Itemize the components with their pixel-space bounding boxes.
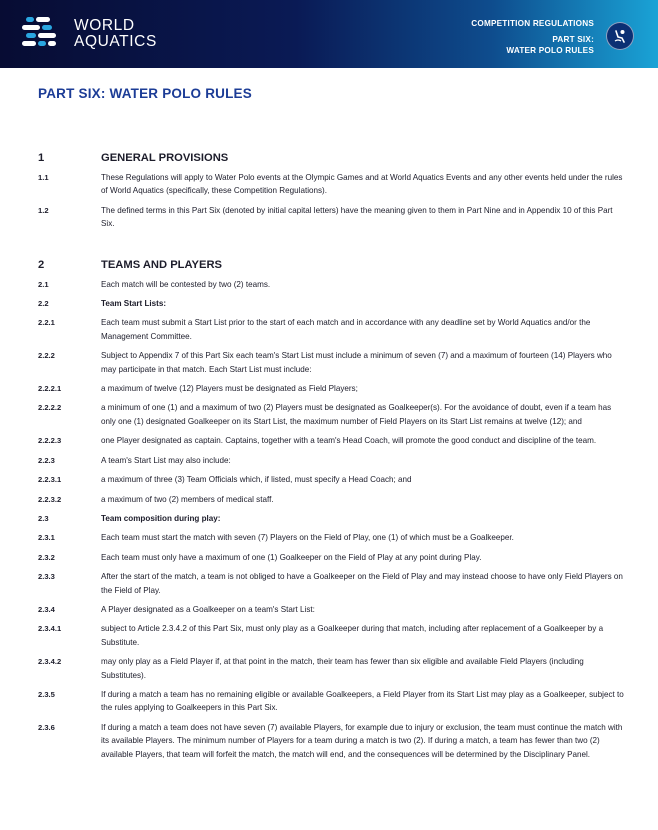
clause — [38, 688, 624, 715]
clause-number: 2.2 — [38, 299, 49, 309]
clause-text: Team Start Lists: — [101, 299, 167, 309]
clause-number: 1.2 — [38, 205, 49, 215]
clause-text: Each team must only have a maximum of one (1) Goalkeeper on the Field of Play at any point during Play. — [101, 552, 482, 562]
clause — [38, 721, 624, 761]
clause-number: 2.2.3.1 — [38, 475, 62, 485]
clause — [38, 382, 624, 395]
clause-number: 2.2.3 — [38, 455, 55, 465]
clause-number: 2.3.3 — [38, 572, 55, 582]
section-title: TEAMS AND PLAYERS — [101, 258, 223, 271]
page-title: PART SIX: WATER POLO RULES — [38, 86, 252, 101]
clause-number: 2.2.2.3 — [38, 436, 62, 446]
clause-text: These Regulations will apply to Water Polo events at the Olympic Games and at World Aquatics Events and any other events held under the rules of World Aquatics (specifically, these Competition Regulations). — [101, 173, 623, 196]
clause — [38, 204, 624, 231]
clause-number: 2.2.2.2 — [38, 403, 62, 413]
clause-text: one Player designated as captain. Captains, together with a team's Head Coach, will promote the good conduct and discipline of the team. — [101, 436, 597, 446]
clause-text: If during a match a team does not have seven (7) available Players, for example due to injury or exclusion, the team must continue the match with its available Players. The minimum number of Players for a team during a match is two (2). If during a match, a team has fewer than two (2) available Players, that team will forfeit the match, the match will end, and the consequences will be determined by the Disciplinary Panel. — [101, 722, 623, 759]
world-aquatics-logo-mark — [22, 16, 68, 52]
clause-text: A Player designated as a Goalkeeper on a team's Start List: — [101, 604, 315, 614]
clause — [38, 434, 624, 447]
clause-number: 2.3.6 — [38, 722, 55, 732]
clause-number: 1.1 — [38, 173, 49, 182]
section-number: 2 — [38, 258, 45, 271]
clause-text: a maximum of twelve (12) Players must be designated as Field Players; — [101, 384, 358, 394]
part-line-1: PART SIX: — [552, 35, 594, 44]
water-polo-icon — [606, 22, 634, 50]
clause-number: 2.1 — [38, 279, 49, 289]
clause-text: If during a match a team has no remaining eligible or available Goalkeepers, a Field Player from its Start List may play as a Goalkeeper, subject to the rules applying to Goalkeepers in this Part Six. — [101, 689, 624, 713]
clause-text: a minimum of one (1) and a maximum of two (2) Players must be designated as Goalkeeper(s). For the avoidance of doubt, even if a team has only one (1) designated Goalkeeper on its Start List, the maximum number of Field Players on its Start List remains at twelve (12); and — [101, 403, 612, 426]
clause — [38, 551, 624, 564]
clause-text: The defined terms in this Part Six (denoted by initial capital letters) have the meaning given to them in Part Nine and in Appendix 10 of this Part Six. — [101, 205, 613, 229]
clause — [38, 401, 624, 428]
clause — [38, 622, 624, 649]
clause — [38, 603, 624, 616]
clause — [38, 349, 624, 376]
section-title: GENERAL PROVISIONS — [101, 152, 229, 164]
section-heading — [38, 257, 624, 273]
clause-text: Subject to Appendix 7 of this Part Six each team's Start List must include a minimum of seven (7) and a maximum of fourteen (14) Players who may participate in that match. Each Start List must include: — [101, 351, 612, 374]
clause — [38, 316, 624, 343]
part-line-2: WATER POLO RULES — [506, 46, 594, 55]
clause-number: 2.3.1 — [38, 533, 55, 543]
clause-number: 2.2.2.1 — [38, 384, 62, 394]
clause — [38, 171, 624, 198]
logo-wordmark — [74, 18, 157, 50]
clause-number: 2.3.4.1 — [38, 624, 62, 634]
clause-text: subject to Article 2.3.4.2 of this Part Six, must only play as a Goalkeeper during that match, including after replacement of a Goalkeeper by a Substitute. — [101, 624, 604, 647]
world-aquatics-logo — [22, 14, 182, 54]
clause-number: 2.3.4.2 — [38, 657, 62, 667]
clause — [38, 531, 624, 544]
header-doc-info — [471, 18, 594, 56]
clause-number: 2.2.1 — [38, 318, 55, 328]
clause — [38, 454, 624, 467]
clause — [38, 473, 624, 486]
clause-text: Each team must submit a Start List prior to the start of each match and in accordance with any deadline set by World Aquatics and/or the Management Committee. — [101, 318, 591, 341]
clause-number: 2.2.3.2 — [38, 494, 62, 504]
section-number: 1 — [38, 152, 45, 164]
doc-category: COMPETITION REGULATIONS — [471, 19, 594, 28]
clause-heading — [38, 512, 624, 525]
clause-text: Each team must start the match with seven (7) Players on the Field of Play, one (1) of which must be a Goalkeeper. — [101, 533, 514, 543]
clause-text: Team composition during play: — [101, 513, 221, 523]
clause-text: a maximum of three (3) Team Officials which, if listed, must specify a Head Coach; and — [101, 475, 412, 485]
clause-number: 2.3 — [38, 513, 49, 523]
clause — [38, 655, 624, 682]
clause-text: a maximum of two (2) members of medical staff. — [101, 494, 274, 504]
clause-number: 2.2.2 — [38, 351, 55, 361]
clause-number: 2.3.4 — [38, 604, 55, 614]
logo-line-1: WORLD — [74, 17, 135, 34]
logo-line-2: AQUATICS — [74, 33, 157, 50]
section-heading — [38, 150, 624, 166]
clause-number: 2.3.2 — [38, 552, 55, 562]
page-header — [0, 0, 658, 68]
clause-text: Each match will be contested by two (2) teams. — [101, 279, 271, 289]
clause-text: may only play as a Field Player if, at that point in the match, their team has fewer than six eligible and available Field Players (including Substitutes). — [101, 657, 584, 680]
regulations-body — [38, 150, 624, 761]
clause — [38, 570, 624, 597]
clause-heading — [38, 297, 624, 310]
clause — [38, 278, 624, 291]
clause-text: After the start of the match, a team is not obliged to have a Goalkeeper on the Field of Play and may instead choose to have only Field Players on the Field of Play. — [101, 572, 623, 595]
clause-number: 2.3.5 — [38, 689, 55, 699]
clause — [38, 493, 624, 506]
clause-text: A team's Start List may also include: — [101, 455, 231, 465]
